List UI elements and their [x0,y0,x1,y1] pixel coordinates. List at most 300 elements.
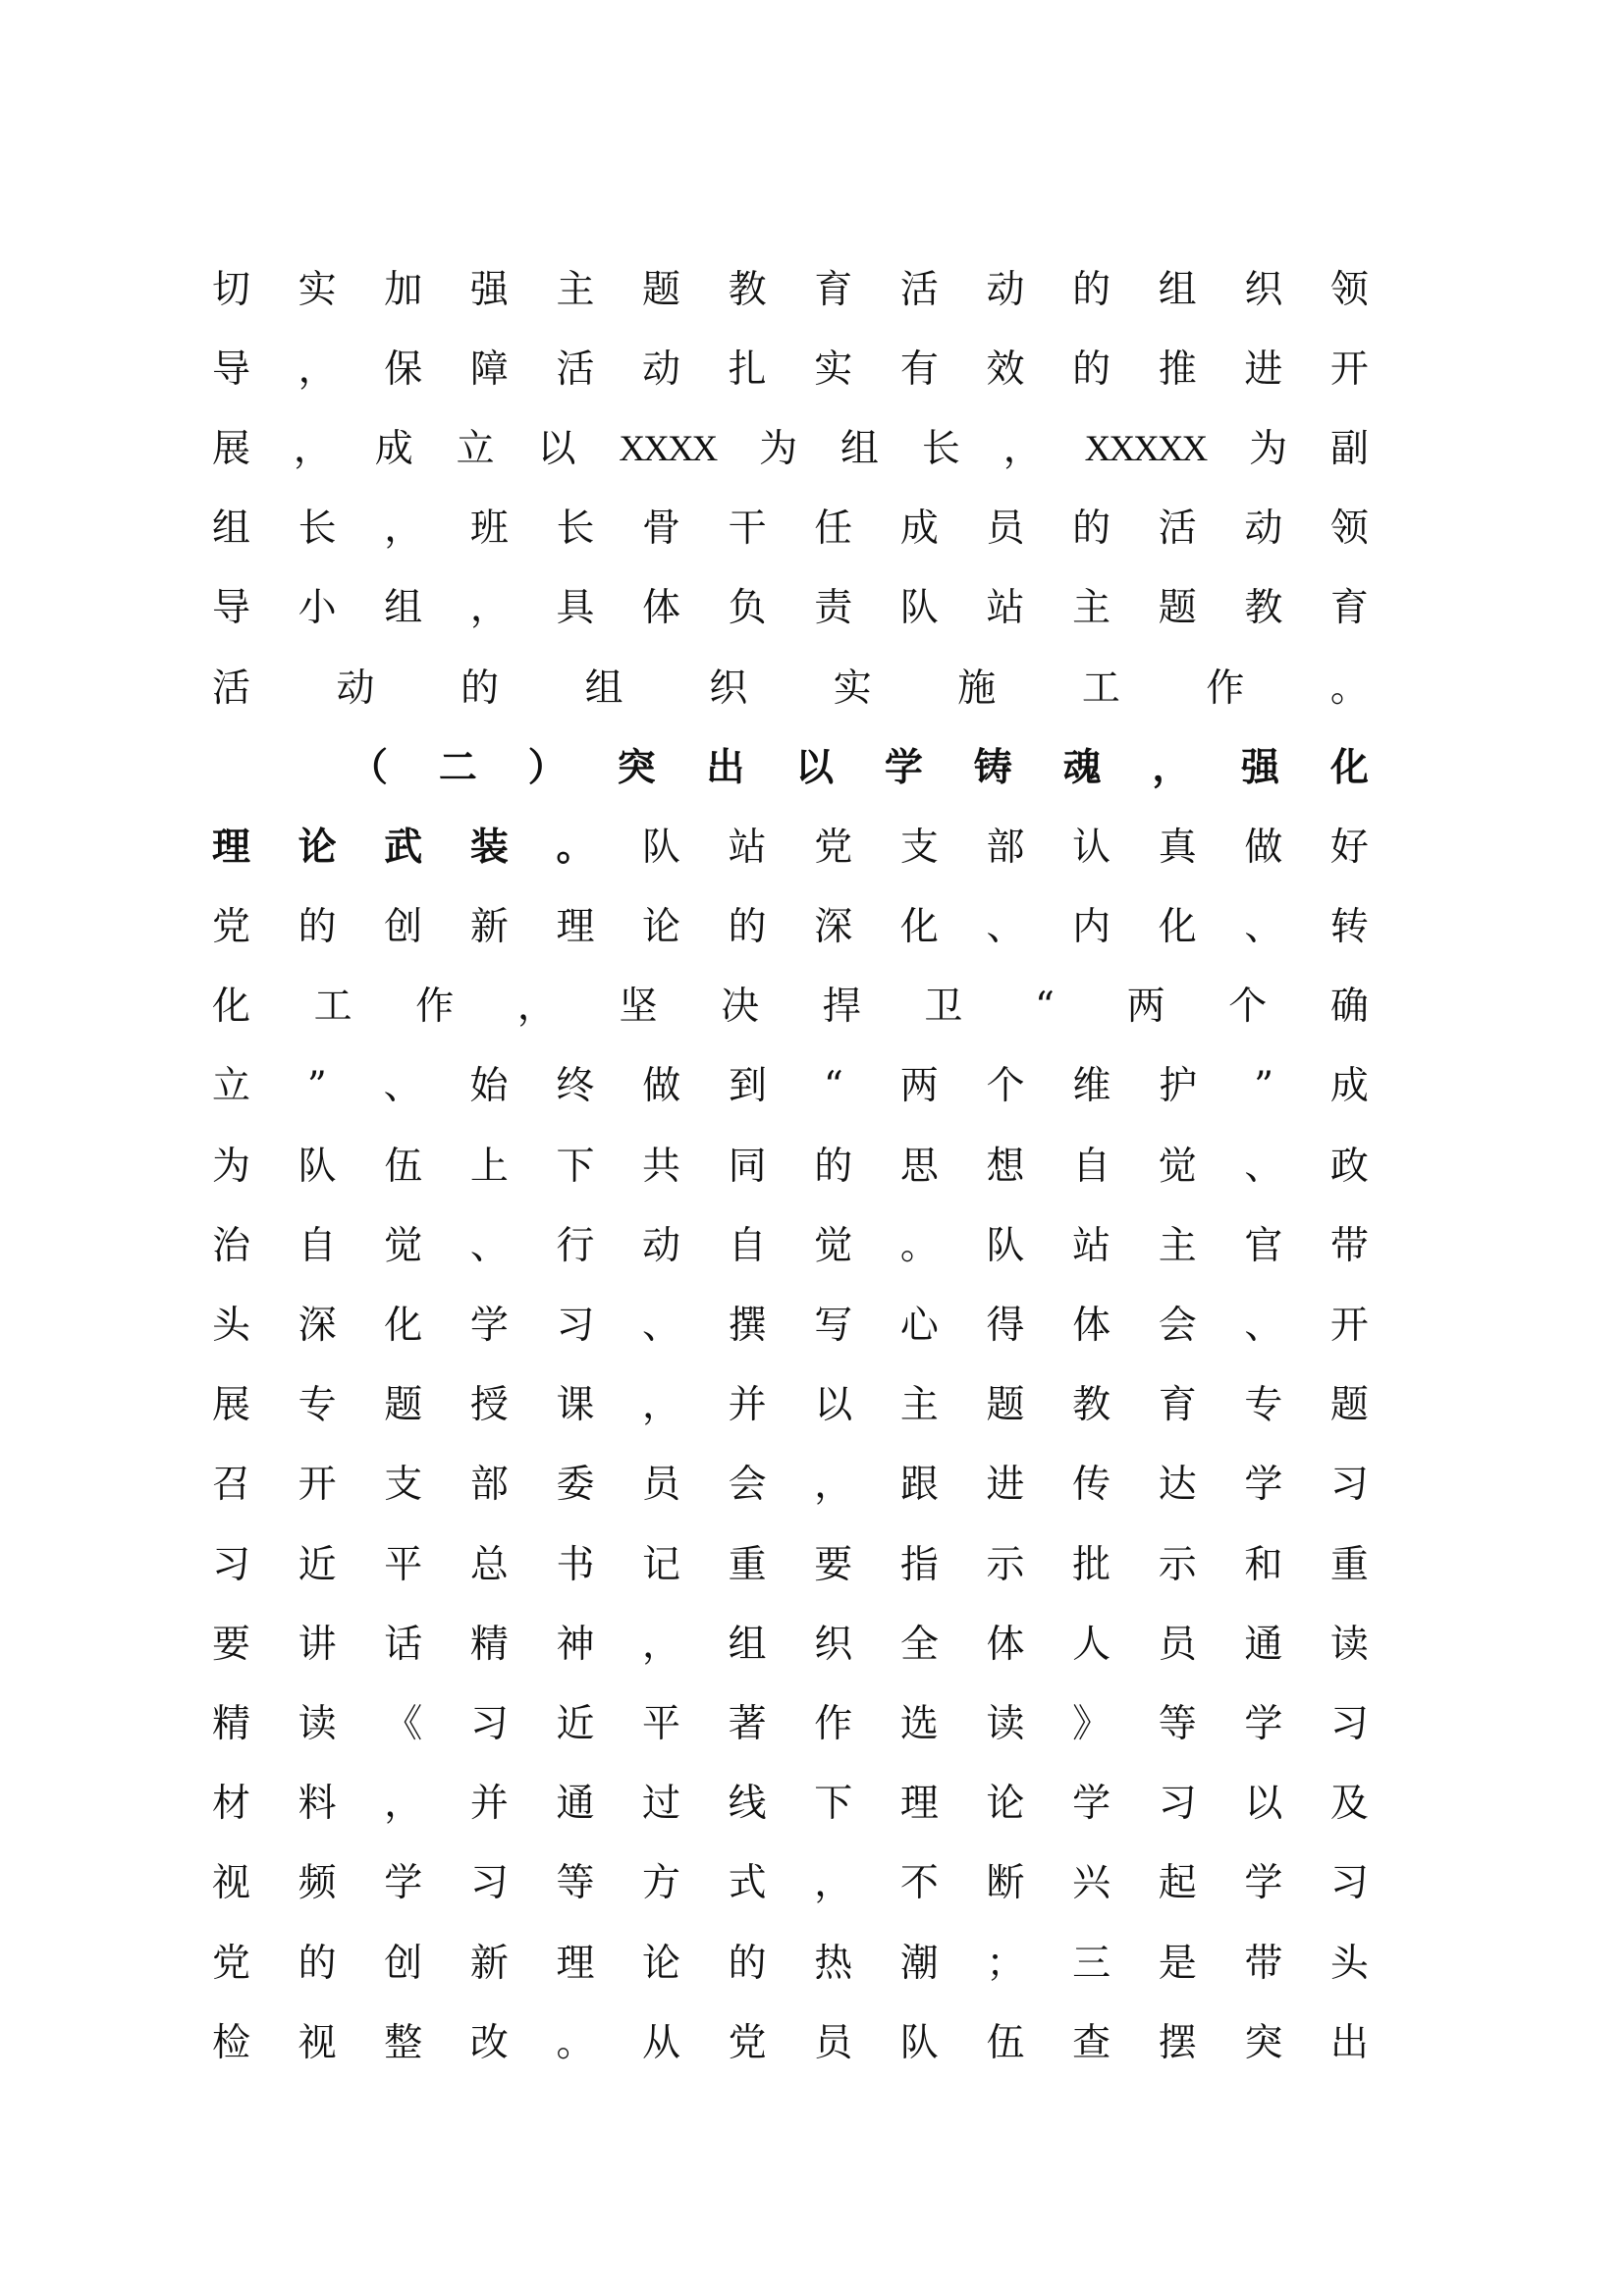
character: 要 [814,1542,853,1587]
character: 作 [1206,666,1245,711]
character: 的 [814,1144,853,1189]
character: 题 [1329,1383,1369,1428]
character: 动 [336,666,375,711]
character: （ [350,745,389,790]
character: 并 [728,1383,767,1428]
character: 主 [556,267,595,312]
character: 授 [469,1383,509,1428]
character: 带 [1244,1941,1283,1986]
character: 支 [384,1463,423,1508]
character: 党 [814,825,853,870]
character: 《 [384,1701,423,1746]
character: 改 [469,2020,509,2065]
character: 党 [212,905,251,950]
character: 认 [1072,825,1111,870]
character: 以 [537,426,576,471]
character: 重 [1329,1542,1369,1587]
text-line [212,2003,1369,2083]
character: 起 [1158,1861,1197,1906]
character: 写 [814,1304,853,1349]
character: 任 [814,507,853,552]
character: 近 [298,1542,337,1587]
character: 、 [642,1304,681,1349]
character: 习 [1329,1861,1369,1906]
character: 方 [642,1861,681,1906]
character: 员 [642,1463,681,1508]
character: 题 [1158,586,1197,631]
text-line [212,1684,1369,1764]
placeholder-name: XXXX [619,428,717,469]
character: 进 [986,1463,1025,1508]
character: 著 [728,1701,767,1746]
character: ， [384,1782,423,1827]
character: 并 [469,1782,509,1827]
character: 活 [212,666,251,711]
character: 头 [212,1304,251,1349]
character: 育 [1158,1383,1197,1428]
character: 读 [986,1701,1025,1746]
character: 育 [814,267,853,312]
character: 深 [298,1304,337,1349]
character: 主 [1072,586,1111,631]
character: 下 [814,1782,853,1827]
character: 会 [728,1463,767,1508]
character: 个 [986,1064,1025,1109]
character: 通 [1244,1622,1283,1667]
character: 想 [986,1144,1025,1189]
character: 撰 [728,1304,767,1349]
character: 自 [728,1223,767,1268]
character: 题 [986,1383,1025,1428]
character: 伍 [384,1144,423,1189]
character: 会 [1158,1304,1197,1349]
character: 实 [833,666,872,711]
character: 学 [384,1861,423,1906]
character: 部 [986,825,1025,870]
text-line [212,728,1369,808]
text-line [212,330,1369,409]
character: 为 [1249,426,1288,471]
character: 效 [986,347,1025,392]
character: 党 [212,1941,251,1986]
character: ， [814,1463,853,1508]
character: 领 [1329,267,1369,312]
character: 、 [986,905,1025,950]
character: 维 [1072,1064,1111,1109]
character: 开 [1329,347,1369,392]
character: 话 [384,1622,423,1667]
character: 立 [212,1064,251,1109]
character: 站 [728,825,767,870]
character: 带 [1329,1223,1369,1268]
character: 材 [212,1782,251,1827]
character: 要 [212,1622,251,1667]
character: 导 [212,347,251,392]
character: 加 [384,267,423,312]
character: 铸 [973,745,1012,790]
character: 到 [729,1064,768,1109]
character: 责 [814,586,853,631]
character: 批 [1072,1542,1111,1587]
character: 坚 [619,985,658,1030]
character: 选 [899,1701,939,1746]
character: 教 [728,267,767,312]
character: 和 [1244,1542,1283,1587]
character: 。 [556,2020,595,2065]
character: 近 [556,1701,595,1746]
character: 理 [212,825,251,870]
character: 强 [1241,745,1280,790]
text-line [212,1924,1369,2003]
character: 课 [556,1383,595,1428]
character: 武 [384,825,423,870]
character: 好 [1329,825,1369,870]
character: 热 [814,1941,853,1986]
text-line [212,1047,1369,1127]
character: 活 [899,267,939,312]
character: 进 [1244,347,1283,392]
character: 队 [899,2020,939,2065]
character: 捍 [822,985,861,1030]
character: 实 [814,347,853,392]
character: 断 [986,1861,1025,1906]
character: 达 [1158,1463,1197,1508]
character: 开 [298,1463,337,1508]
character: ， [1152,745,1191,790]
character: 示 [986,1542,1025,1587]
character: 示 [1158,1542,1197,1587]
character: 成 [899,507,939,552]
text-line [212,1605,1369,1684]
character: 长 [921,426,960,471]
character: 二 [438,745,477,790]
character: 的 [728,905,767,950]
character: 作 [415,985,455,1030]
character: 神 [556,1622,595,1667]
character: 书 [556,1542,595,1587]
character: 部 [469,1463,509,1508]
character: 保 [384,347,423,392]
text-line [212,888,1369,968]
character: ， [298,347,337,392]
character: 装 [469,825,509,870]
character: 政 [1329,1144,1369,1189]
character: 》 [1072,1701,1111,1746]
character: 共 [642,1144,681,1189]
character: 织 [814,1622,853,1667]
character: 得 [986,1304,1025,1349]
character: 动 [642,1223,681,1268]
character: 习 [469,1861,509,1906]
character: 内 [1072,905,1111,950]
character: 活 [1158,507,1197,552]
text-line [212,1127,1369,1206]
character: 展 [212,1383,251,1428]
character: 读 [298,1701,337,1746]
character: 式 [728,1861,767,1906]
character: ” [1254,1064,1274,1109]
character: 转 [1329,905,1369,950]
character: 及 [1329,1782,1369,1827]
character: 真 [1158,825,1197,870]
text-line [212,569,1369,649]
character: 组 [584,666,623,711]
character: ， [814,1861,853,1906]
character: 施 [957,666,997,711]
text-line [212,808,1369,887]
character: 理 [556,1941,595,1986]
character: “ [823,1064,843,1109]
character: 组 [1158,267,1197,312]
character: 切 [212,267,251,312]
character: 突 [1244,2020,1283,2065]
character: 站 [1072,1223,1111,1268]
character: 副 [1329,426,1369,471]
character: 长 [298,507,337,552]
character: 视 [212,1861,251,1906]
character: 学 [1244,1701,1283,1746]
character: 思 [899,1144,939,1189]
character: 不 [899,1861,939,1906]
character: 确 [1329,985,1369,1030]
character: 队 [899,586,939,631]
character: 指 [899,1542,939,1587]
character: 深 [814,905,853,950]
character: 平 [642,1701,681,1746]
character: 化 [1329,745,1369,790]
character: 教 [1244,586,1283,631]
character: 专 [298,1383,337,1428]
text-line [212,1286,1369,1365]
text-line [212,250,1369,330]
character: 。 [1329,666,1369,711]
text-line [212,649,1369,728]
character: 为 [212,1144,251,1189]
character: 心 [899,1304,939,1349]
character: 重 [728,1542,767,1587]
character: 检 [212,2020,251,2065]
character: 自 [1072,1144,1111,1189]
text-line [212,1366,1369,1446]
character: 织 [709,666,748,711]
character: 。 [899,1223,939,1268]
character: 题 [384,1383,423,1428]
character: 频 [298,1861,337,1906]
character: 查 [1072,2020,1111,2065]
character: 线 [728,1782,767,1827]
character: ， [293,426,332,471]
character: 主 [899,1383,939,1428]
character: 员 [1158,1622,1197,1667]
character: 班 [469,507,509,552]
character: 治 [212,1223,251,1268]
character: 体 [642,586,681,631]
character: 、 [469,1223,509,1268]
character: 从 [642,2020,681,2065]
character: 创 [384,1941,423,1986]
character: 论 [642,1941,681,1986]
character: 召 [212,1463,251,1508]
character: ， [469,586,509,631]
character: 料 [298,1782,337,1827]
character: 员 [986,507,1025,552]
character: 站 [986,586,1025,631]
character: 为 [759,426,798,471]
character: 、 [1244,1304,1283,1349]
character: 织 [1244,267,1283,312]
character: 决 [721,985,760,1030]
character: 自 [298,1223,337,1268]
character: 讲 [298,1622,337,1667]
character: 论 [986,1782,1025,1827]
character: 觉 [1158,1144,1197,1189]
character: 成 [374,426,413,471]
character: 作 [814,1701,853,1746]
character: 学 [884,745,923,790]
character: 突 [617,745,656,790]
character: 工 [313,985,352,1030]
character: 全 [899,1622,939,1667]
text-line [212,1446,1369,1525]
character: ， [1002,426,1042,471]
character: 成 [1329,1064,1369,1109]
text-line [212,968,1369,1047]
character: 以 [814,1383,853,1428]
character: 导 [212,586,251,631]
character: 的 [728,1941,767,1986]
character: 视 [298,2020,337,2065]
character: 习 [469,1701,509,1746]
character: 障 [469,347,509,392]
character: 跟 [899,1463,939,1508]
character: 摆 [1158,2020,1197,2065]
character: 做 [642,1064,681,1109]
character: 精 [469,1622,509,1667]
character: 头 [1329,1941,1369,1986]
character: 习 [556,1304,595,1349]
character: 专 [1244,1383,1283,1428]
character: 过 [642,1782,681,1827]
character: ， [516,985,556,1030]
character: 以 [1244,1782,1283,1827]
character: 长 [556,507,595,552]
character: ； [986,1941,1025,1986]
character: 论 [298,825,337,870]
text-line [212,1765,1369,1844]
character: 出 [1329,2020,1369,2065]
character: 习 [1329,1463,1369,1508]
character: 的 [1072,267,1111,312]
text-line [212,1844,1369,1924]
character: 学 [469,1304,509,1349]
character: 论 [642,905,681,950]
character: 学 [1072,1782,1111,1827]
character: 总 [469,1542,509,1587]
character: 理 [556,905,595,950]
character: 体 [1072,1304,1111,1349]
character: 推 [1158,347,1197,392]
character: 学 [1244,1463,1283,1508]
character: 习 [1329,1701,1369,1746]
text-line [212,490,1369,569]
placeholder-name: XXXXX [1084,428,1207,469]
character: 习 [212,1542,251,1587]
character: 等 [556,1861,595,1906]
character: 官 [1244,1223,1283,1268]
character: 下 [556,1144,595,1189]
character: 以 [795,745,835,790]
character: 魂 [1062,745,1102,790]
character: 化 [384,1304,423,1349]
character: 扎 [728,347,767,392]
character: 化 [212,985,251,1030]
character: 组 [212,507,251,552]
character: ” [306,1064,327,1109]
character: 组 [840,426,880,471]
character: 动 [986,267,1025,312]
character: 支 [899,825,939,870]
character: 新 [469,1941,509,1986]
character: 。 [556,825,595,870]
character: 队 [642,825,681,870]
text-line [212,1525,1369,1605]
character: 觉 [814,1223,853,1268]
character: 题 [642,267,681,312]
character: 终 [556,1064,595,1109]
character: ， [642,1383,681,1428]
character: 始 [469,1064,509,1109]
character: 创 [384,905,423,950]
character: 、 [383,1064,422,1109]
character: 两 [899,1064,939,1109]
character: “ [1035,985,1055,1030]
character: 卫 [924,985,963,1030]
character: 党 [728,2020,767,2065]
character: 主 [1158,1223,1197,1268]
character: 两 [1126,985,1165,1030]
character: 体 [986,1622,1025,1667]
character: 理 [899,1782,939,1827]
character: 的 [1072,507,1111,552]
character: 兴 [1072,1861,1111,1906]
character: 通 [556,1782,595,1827]
character: 、 [1244,905,1283,950]
character: 具 [556,586,595,631]
character: 员 [814,2020,853,2065]
character: 做 [1244,825,1283,870]
character: 读 [1329,1622,1369,1667]
character: ， [384,507,423,552]
character: ） [527,745,567,790]
character: 育 [1329,586,1369,631]
character: 等 [1158,1701,1197,1746]
character: 护 [1159,1064,1198,1109]
character: 精 [212,1701,251,1746]
character: 觉 [384,1223,423,1268]
character: 领 [1329,507,1369,552]
character: 强 [469,267,509,312]
character: 习 [1158,1782,1197,1827]
character: 立 [456,426,495,471]
character: 传 [1072,1463,1111,1508]
character: 展 [212,426,251,471]
character: 人 [1072,1622,1111,1667]
character: 干 [728,507,767,552]
character: 三 [1072,1941,1111,1986]
character: 潮 [899,1941,939,1986]
character: 教 [1072,1383,1111,1428]
character: 记 [642,1542,681,1587]
